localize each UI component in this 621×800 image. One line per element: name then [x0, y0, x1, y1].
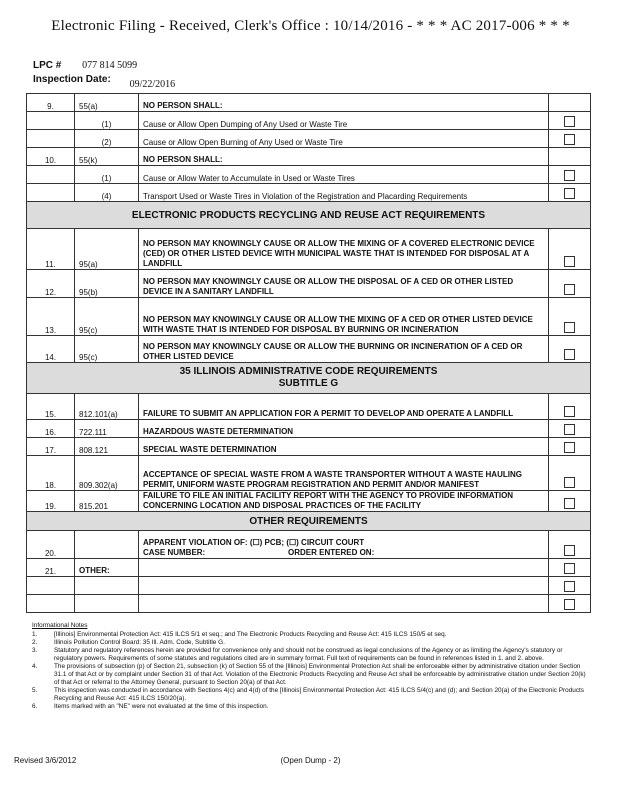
apparent-violation-line: APPARENT VIOLATION OF: (☐) PCB; (☐) CIRCUIT COURT	[143, 538, 365, 547]
section-ref: 812.101(a)	[75, 394, 139, 420]
table-row	[27, 438, 591, 456]
note-item	[32, 639, 592, 647]
row-number: 10.	[27, 148, 75, 166]
requirement-text: Transport Used or Waste Tires in Violation of the Registration and Placarding Requirements	[139, 184, 549, 202]
requirement-text: NO PERSON SHALL:	[139, 94, 549, 112]
violation-checkbox[interactable]	[564, 349, 575, 360]
table-row	[27, 531, 591, 559]
row-number: 13.	[27, 298, 75, 336]
note-text: This inspection was conducted in accordance with Sections 4(c) and 4(d) of the [Illinois] Environmental Protection Act: 415 ILCS 5/4(c) and (d); and Section 20(a) of the Electronic Products Recycling and Reuse Act: 415 ILCS 150/20(a).	[54, 687, 584, 702]
table-row	[27, 298, 591, 336]
violation-checkbox[interactable]	[564, 134, 575, 145]
violation-checkbox[interactable]	[564, 170, 575, 181]
case-number-label: CASE NUMBER:	[143, 548, 206, 557]
requirement-text: FAILURE TO SUBMIT AN APPLICATION FOR A PERMIT TO DEVELOP AND OPERATE A LANDFILL	[139, 394, 549, 420]
row-number: 15.	[27, 394, 75, 420]
table-row	[27, 595, 591, 613]
section-ref: 95(a)	[75, 229, 139, 270]
violation-checkbox[interactable]	[564, 406, 575, 417]
requirement-text: Cause or Allow Open Burning of Any Used or Waste Tire	[139, 130, 549, 148]
other-entry-field[interactable]	[139, 577, 549, 595]
table-row	[27, 112, 591, 130]
violation-checkbox[interactable]	[564, 284, 575, 295]
violation-checkbox[interactable]	[564, 188, 575, 199]
note-item	[32, 647, 592, 663]
requirement-text: NO PERSON MAY KNOWINGLY CAUSE OR ALLOW THE BURNING OR INCINERATION OF A CED OR OTHER LISTED DEVICE	[139, 336, 549, 363]
section-band-line: SUBTITLE G	[278, 378, 339, 389]
lpc-line	[33, 60, 137, 71]
violation-checkbox[interactable]	[564, 477, 575, 488]
violation-checkbox[interactable]	[564, 256, 575, 267]
section-band	[27, 512, 591, 531]
lpc-value: 077 814 5099	[82, 60, 138, 71]
revised-date: Revised 3/6/2012	[14, 756, 77, 765]
violation-checkbox[interactable]	[564, 498, 575, 509]
order-entered-label: ORDER ENTERED ON:	[288, 548, 375, 557]
table-row	[27, 420, 591, 438]
row-number: 14.	[27, 336, 75, 363]
section-ref: 95(b)	[75, 270, 139, 298]
row-number: 12.	[27, 270, 75, 298]
note-item	[32, 687, 592, 703]
table-row	[27, 577, 591, 595]
requirement-text: NO PERSON MAY KNOWINGLY CAUSE OR ALLOW THE DISPOSAL OF A CED OR OTHER LISTED DEVICE IN A SANITARY LANDFILL	[139, 270, 549, 298]
requirement-text: NO PERSON MAY KNOWINGLY CAUSE OR ALLOW THE MIXING OF A COVERED ELECTRONIC DEVICE (CED) OR OTHER LISTED DEVICE WITH MUNICIPAL WASTE THAT IS INTENDED FOR DISPOSAL AT A LANDFILL	[139, 229, 549, 270]
note-number: 5.	[32, 687, 38, 694]
note-item	[32, 663, 592, 687]
subsection-ref: (1)	[75, 166, 139, 184]
section-ref: 815.201	[75, 491, 139, 512]
section-ref: 809.302(a)	[75, 456, 139, 491]
inspection-date-value: 09/22/2016	[129, 79, 176, 90]
violation-checkbox[interactable]	[564, 424, 575, 435]
requirements-table	[26, 93, 591, 613]
apparent-violation-cell	[139, 531, 549, 559]
row-number: 21.	[27, 559, 75, 577]
requirement-text: Cause or Allow Water to Accumulate in Used or Waste Tires	[139, 166, 549, 184]
subsection-ref: (4)	[75, 184, 139, 202]
requirement-text: NO PERSON MAY KNOWINGLY CAUSE OR ALLOW THE MIXING OF A CED OR OTHER LISTED DEVICE WITH WASTE THAT IS INTENDED FOR DISPOSAL BY BURNING OR INCINERATION	[139, 298, 549, 336]
section-band-title	[27, 363, 591, 394]
section-band	[27, 202, 591, 229]
requirement-text: Cause or Allow Open Dumping of Any Used or Waste Tire	[139, 112, 549, 130]
page-footer-label: (Open Dump - 2)	[280, 756, 341, 765]
section-ref: 55(k)	[75, 148, 139, 166]
note-number: 6.	[32, 703, 38, 710]
requirement-text: FAILURE TO FILE AN INITIAL FACILITY REPORT WITH THE AGENCY TO PROVIDE INFORMATION CONCERNING LOCATION AND DISPOSAL PRACTICES OF THE FACILITY	[139, 491, 549, 512]
table-row	[27, 130, 591, 148]
requirement-text: ACCEPTANCE OF SPECIAL WASTE FROM A WASTE TRANSPORTER WITHOUT A WASTE HAULING PERMIT, UNIFORM WASTE PROGRAM REGISTRATION AND PERMIT AND/OR MANIFEST	[139, 456, 549, 491]
inspection-date-line	[33, 74, 176, 90]
table-row	[27, 166, 591, 184]
note-number: 1.	[32, 631, 38, 638]
note-text: Statutory and regulatory references herein are provided for convenience only and should not be construed as legal conclusions of the Agency or as limiting the Agency's statutory or regulatory powers. Requirements of some statutes and regulations cited are in summary format. Full text of requirements can be found in references listed in 1. and 2. above.	[54, 647, 563, 662]
row-number: 17.	[27, 438, 75, 456]
note-item	[32, 703, 592, 711]
violation-checkbox[interactable]	[564, 116, 575, 127]
table-row	[27, 336, 591, 363]
violation-checkbox[interactable]	[564, 545, 575, 556]
note-number: 2.	[32, 639, 38, 646]
subsection-ref: (1)	[75, 112, 139, 130]
requirement-text: SPECIAL WASTE DETERMINATION	[139, 438, 549, 456]
row-number: 20.	[27, 531, 75, 559]
note-number: 4.	[32, 663, 38, 670]
note-text: Items marked with an "NE" were not evaluated at the time of this inspection.	[54, 703, 269, 710]
table-row	[27, 456, 591, 491]
section-ref: 722.111	[75, 420, 139, 438]
section-band-title: OTHER REQUIREMENTS	[27, 512, 591, 531]
section-ref: 95(c)	[75, 336, 139, 363]
note-item	[32, 631, 592, 639]
row-number: 18.	[27, 456, 75, 491]
table-row	[27, 184, 591, 202]
section-ref: 55(a)	[75, 94, 139, 112]
informational-notes	[32, 622, 592, 711]
row-number: 19.	[27, 491, 75, 512]
section-band	[27, 363, 591, 394]
notes-title: Informational Notes	[32, 622, 88, 629]
row-checkbox-cell	[549, 94, 591, 112]
violation-checkbox[interactable]	[564, 599, 575, 610]
table-row	[27, 491, 591, 512]
other-entry-field[interactable]	[139, 595, 549, 613]
violation-checkbox[interactable]	[564, 581, 575, 592]
row-number: 11.	[27, 229, 75, 270]
table-row	[27, 229, 591, 270]
row-number: 16.	[27, 420, 75, 438]
table-row	[27, 559, 591, 577]
lpc-label: LPC #	[33, 60, 62, 71]
table-row	[27, 148, 591, 166]
note-text: The provisions of subsection (p) of Section 21, subsection (k) of Section 55 of the [Illinois] Environmental Protection Act shall be enforceable either by administrative citation under Section 31.1 of that Act or by complaint under Section 31 of that Act. Violation of the Electronic Products Recycling and Reuse Act shall be enforceable by administrative citation under Section 20(k) of that Act or referral to the Attorney General, pursuant to Section 20(a) of that Act.	[54, 663, 586, 686]
filing-header: Electronic Filing - Received, Clerk's Office : 10/14/2016 - * * * AC 2017-006 * * *	[51, 18, 570, 34]
note-text: [Illinois] Environmental Protection Act: 415 ILCS 5/1 et seq.; and The Electronic Products Recycling and Reuse Act: 415 ILCS 150/5 et seq.	[54, 631, 447, 638]
row-number: 9.	[27, 94, 75, 112]
inspection-date-label: Inspection Date:	[33, 74, 111, 85]
table-row	[27, 94, 591, 112]
section-ref: 95(c)	[75, 298, 139, 336]
violation-checkbox[interactable]	[564, 563, 575, 574]
violation-checkbox[interactable]	[564, 322, 575, 333]
requirement-text: HAZARDOUS WASTE DETERMINATION	[139, 420, 549, 438]
other-entry-field[interactable]	[139, 559, 549, 577]
section-band-title: ELECTRONIC PRODUCTS RECYCLING AND REUSE ACT REQUIREMENTS	[27, 202, 591, 229]
section-ref: 808.121	[75, 438, 139, 456]
subsection-ref: (2)	[75, 130, 139, 148]
table-row	[27, 394, 591, 420]
violation-checkbox[interactable]	[564, 442, 575, 453]
section-band-line: 35 ILLINOIS ADMINISTRATIVE CODE REQUIREMENTS	[179, 366, 438, 377]
note-number: 3.	[32, 647, 38, 654]
note-text: Illinois Pollution Control Board: 35 Ill. Adm. Code, Subtitle G.	[54, 639, 225, 646]
requirement-text: NO PERSON SHALL:	[139, 148, 549, 166]
other-label: OTHER:	[75, 559, 139, 577]
table-row	[27, 270, 591, 298]
